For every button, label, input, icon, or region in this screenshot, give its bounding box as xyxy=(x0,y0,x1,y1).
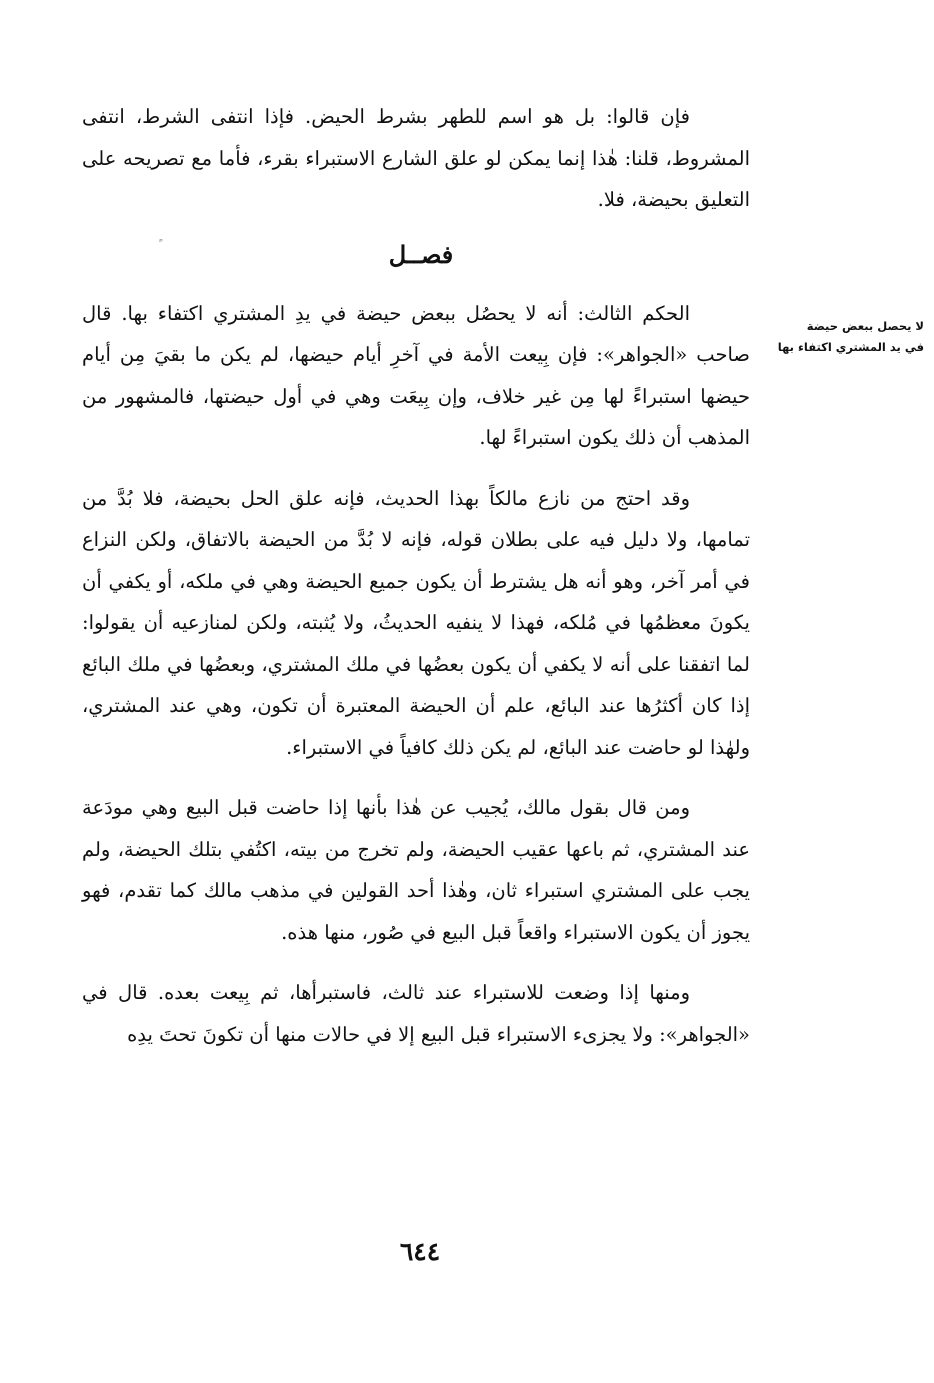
margin-note-line-1: لا يحصل ببعض حيضة xyxy=(806,319,924,333)
paragraph-1: فإن قالوا: بل هو اسم للطهر بشرط الحيض. فإذا انتفى الشرط، انتفى المشروط، قلنا: هٰذا إنما يمكن لو علق الشارع الاستبراء بقرء، فأما مع تصريحه على التعليق بحيضة، فلا. xyxy=(82,105,750,211)
paragraph-5: ومنها إذا وضعت للاستبراء عند ثالث، فاستبرأها، ثم بِيعت بعده. قال في «الجواهر»: ولا يجزىء الاستبراء قبل البيع إلا في حالات منها أن تكونَ تحتَ يدِه xyxy=(82,981,750,1046)
paragraph-4: ومن قال بقول مالك، يُجيب عن هٰذا بأنها إذا حاضت قبل البيع وهي مودَعة عند المشتري، ثم باعها عقيب الحيضة، ولم تخرج من بيته، اكتُفي بتلك الحيضة، ولم يجب على المشتري استبراء ثان، وهٰذا أحد القولين في مذهب مالك كما تقدم، فهو يجوز أن يكون الاستبراء واقعاً قبل البيع في صُور، منها هذه. xyxy=(82,796,750,944)
paragraph-2: الحكم الثالث: أنه لا يحصُل ببعض حيضة في يدِ المشتري اكتفاء بها. قال صاحب «الجواهر»: فإن بِيعت الأمة في آخرِ أيام حيضها، لم يكن ما بقيَ مِن أيام حيضها استبراءً لها مِن غير خلاف، وإن بِيعَت وهي في أول حيضتها، فالمشهور من المذهب أن ذلك يكون استبراءً لها. xyxy=(82,301,750,449)
section-heading: فصــل xyxy=(388,239,454,269)
main-text-block xyxy=(82,96,750,1055)
margin-note-line-2: في يد المشتري اكتفاء بها xyxy=(777,340,924,354)
margin-note xyxy=(756,316,924,358)
page-number: ٦٤٤ xyxy=(399,1237,441,1266)
paragraph-3: وقد احتج من نازع مالكاً بهذا الحديث، فإنه علق الحل بحيضة، فلا بُدَّ من تمامها، ولا دليل فيه على بطلان قوله، فإنه لا بُدَّ من الحيضة بالاتفاق، ولكن النزاع في أمر آخر، وهو أنه هل يشترط أن يكون جميع الحيضة وهي في ملكه، أو يكفي أن يكونَ معظمُها في مُلكه، فهذا لا ينفيه الحديثُ، ولا يُثبته، ولكن لمنازعيه أن يقولوا: لما اتفقنا على أنه لا يكفي أن يكون بعضُها في ملك المشتري، وبعضُها في ملك البائع إذا كان أكثرُها عند البائع، علم أن الحيضة المعتبرة أن تكون، وهي عند المشتري، ولهٰذا لو حاضت عند البائع، لم يكن ذلك كافياً في الاستبراء. xyxy=(82,486,750,759)
